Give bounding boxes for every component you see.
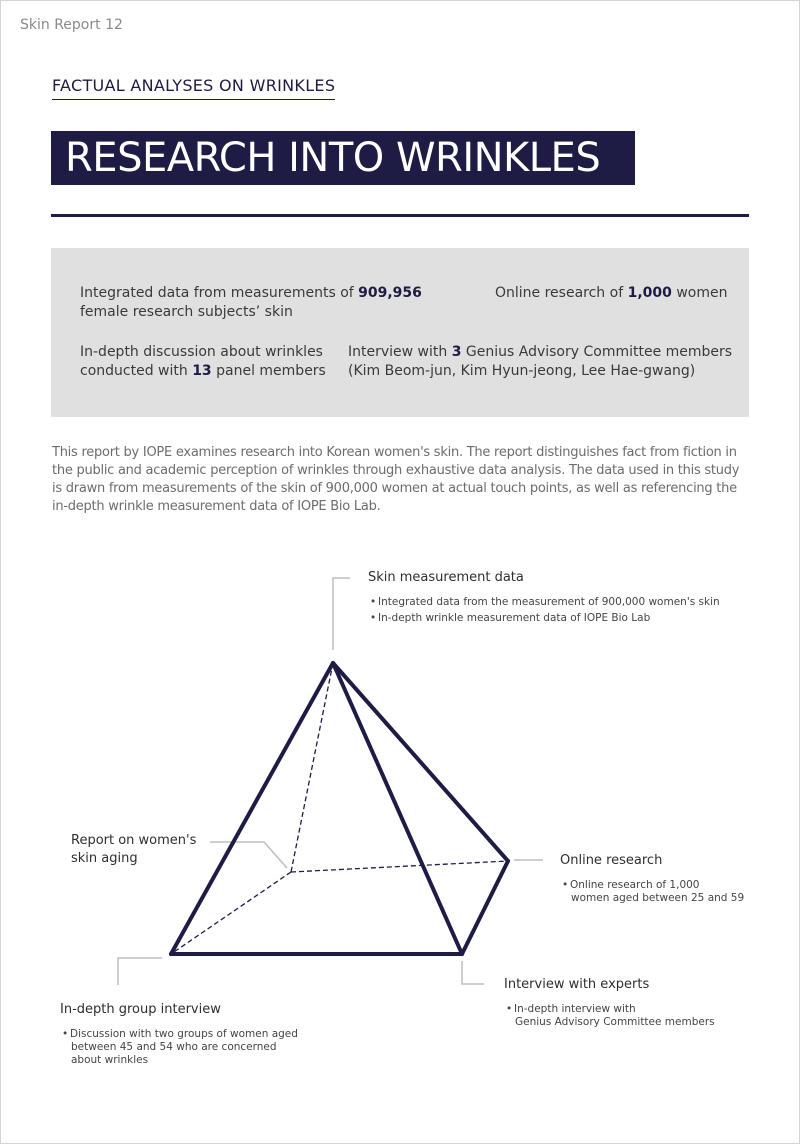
summary-number: 13 — [192, 363, 212, 379]
bullet-text: In-depth interview with — [514, 1003, 636, 1015]
label-report-aging-2: skin aging — [71, 851, 138, 866]
bullet-text: between 45 and 54 who are concerned — [71, 1041, 277, 1053]
summary-text: female research subjects’ skin — [80, 304, 293, 320]
pyramid-hidden-edge — [291, 861, 508, 872]
summary-number: 3 — [451, 344, 462, 360]
bullet-text: Online research of 1,000 — [570, 879, 700, 891]
summary-number: 909,956 — [358, 285, 422, 301]
bullet-online-research: • Online research of 1,000 women aged between 25 and 59 — [562, 879, 745, 904]
bullet-text: Genius Advisory Committee members — [515, 1016, 715, 1028]
bullet-text: Integrated data from the measurement of 900,000 women's skin — [378, 596, 720, 608]
pyramid-edge — [462, 861, 508, 954]
bullet-text: women aged between 25 and 59 — [571, 892, 745, 904]
bullet-text: Discussion with two groups of women aged — [70, 1028, 298, 1040]
section-kicker: FACTUAL ANALYSES ON WRINKLES — [52, 76, 335, 100]
summary-number: 1,000 — [627, 285, 672, 301]
summary-text: women — [671, 285, 728, 301]
pyramid-edge — [333, 663, 508, 861]
pyramid-hidden-edge — [171, 872, 291, 954]
summary-text: Interview with — [348, 344, 452, 360]
label-skin-measurement: Skin measurement data — [368, 570, 524, 585]
bullet-group-interview: • Discussion with two groups of women aged between 45 and 54 who are concerned about wrinkles — [62, 1028, 298, 1066]
label-online-research: Online research — [560, 853, 663, 868]
summary-text: (Kim Beom-jun, Kim Hyun-jeong, Lee Hae-gwang) — [348, 363, 696, 379]
label-interview-experts: Interview with experts — [504, 977, 650, 992]
page-title: RESEARCH INTO WRINKLES — [65, 135, 601, 181]
summary-text: Genius Advisory Committee members — [461, 344, 733, 360]
bullet-interview-experts: • In-depth interview with Genius Advisory Committee members — [506, 1003, 715, 1028]
leader-line-group-interview — [118, 958, 162, 985]
summary-text: Online research of — [495, 285, 628, 301]
bullet-skin-measurement-2: • In-depth wrinkle measurement data of IOPE Bio Lab — [370, 612, 651, 624]
summary-text: In-depth discussion about wrinkles — [80, 344, 323, 360]
summary-text: panel members — [211, 363, 326, 379]
label-report-aging: Report on women's — [71, 833, 197, 848]
intro-paragraph: This report by IOPE examines research into Korean women's skin. The report distinguishes fact from fiction in the public and academic perception of wrinkles through exhaustive data analysis. The data used in this study is drawn from measurements of the skin of 900,000 women at actual touch points, as well as referencing the in-depth wrinkle measurement data of IOPE Bio Lab. — [52, 445, 740, 514]
pyramid-edge — [333, 663, 462, 954]
pyramid-hidden-edge — [291, 663, 333, 872]
leader-line-interview-experts — [462, 961, 484, 984]
summary-text: Integrated data from measurements of — [80, 285, 359, 301]
bullet-text: about wrinkles — [71, 1054, 149, 1066]
pyramid-edge — [171, 663, 333, 954]
page-label: Skin Report 12 — [20, 17, 123, 33]
bullet-skin-measurement-1: • Integrated data from the measurement of 900,000 women's skin — [370, 596, 720, 608]
label-group-interview: In-depth group interview — [60, 1002, 221, 1017]
leader-line-skin-measurement — [333, 578, 350, 650]
summary-text: conducted with — [80, 363, 193, 379]
bullet-text: In-depth wrinkle measurement data of IOPE Bio Lab — [378, 612, 651, 624]
